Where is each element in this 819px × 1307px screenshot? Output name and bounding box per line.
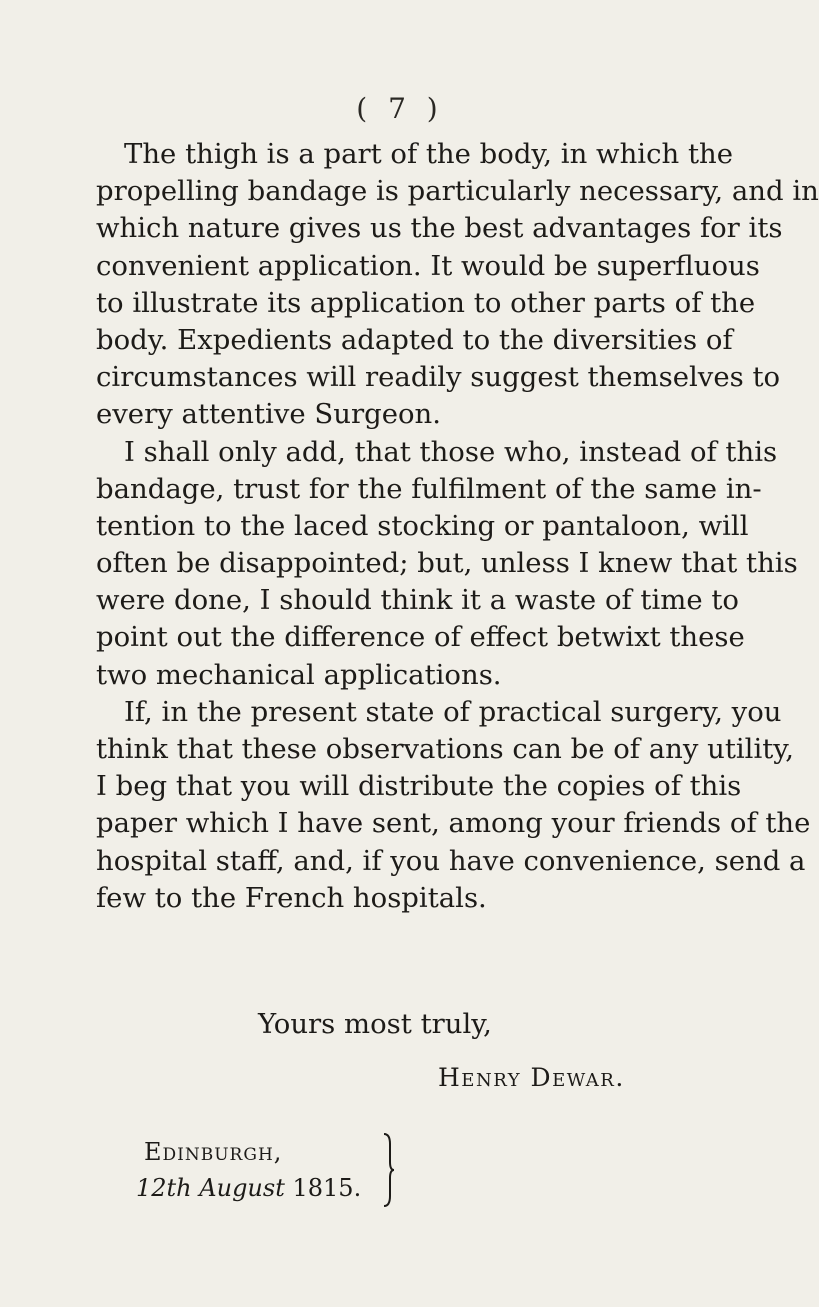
text-line: which nature gives us the best advantages for its xyxy=(96,212,783,245)
date-year: 1815. xyxy=(292,1174,362,1202)
text-line: The thigh is a part of the body, in which the xyxy=(124,138,733,170)
closing-salutation: Yours most truly, xyxy=(258,1008,492,1040)
text-line: were done, I should think it a waste of time to xyxy=(96,584,739,617)
text-line: bandage, trust for the fulfilment of the same in- xyxy=(96,472,762,505)
text-line: to illustrate its application to other parts of the xyxy=(96,286,756,319)
text-line: If, in the present state of practical surgery, you xyxy=(124,695,782,728)
text-line: convenient application. It would be superfluous xyxy=(96,249,760,282)
date-day: 12th xyxy=(136,1174,192,1202)
text-line: propelling bandage is particularly necessary, and in xyxy=(96,175,819,208)
page-number: ( 7 ) xyxy=(356,92,444,125)
text-line: body. Expedients adapted to the diversities of xyxy=(96,323,733,356)
text-line: think that these observations can be of any utility, xyxy=(96,733,794,765)
text-line: tention to the laced stocking or pantaloon, will xyxy=(96,509,749,542)
text-line: point out the difference of effect betwixt these xyxy=(96,621,745,654)
text-line: two mechanical applications. xyxy=(96,658,502,691)
text-line: I shall only add, that those who, instead of this xyxy=(124,435,778,468)
text-line: every attentive Surgeon. xyxy=(96,398,441,431)
text-line: paper which I have sent, among your friends of the xyxy=(96,807,811,840)
date-month: August xyxy=(199,1174,285,1202)
right-brace-icon xyxy=(382,1132,396,1208)
body-text xyxy=(96,136,819,917)
text-line: often be disappointed; but, unless I knew that this xyxy=(96,547,798,580)
text-line: few to the French hospitals. xyxy=(96,881,487,914)
text-line: I beg that you will distribute the copies of this xyxy=(96,770,742,803)
signature-name: Henry Dewar. xyxy=(438,1063,625,1092)
date-line xyxy=(136,1174,361,1202)
text-line: circumstances will readily suggest themselves to xyxy=(96,361,781,394)
text-line: hospital staff, and, if you have convenience, send a xyxy=(96,844,806,877)
place-line: Edinburgh, xyxy=(144,1138,283,1166)
